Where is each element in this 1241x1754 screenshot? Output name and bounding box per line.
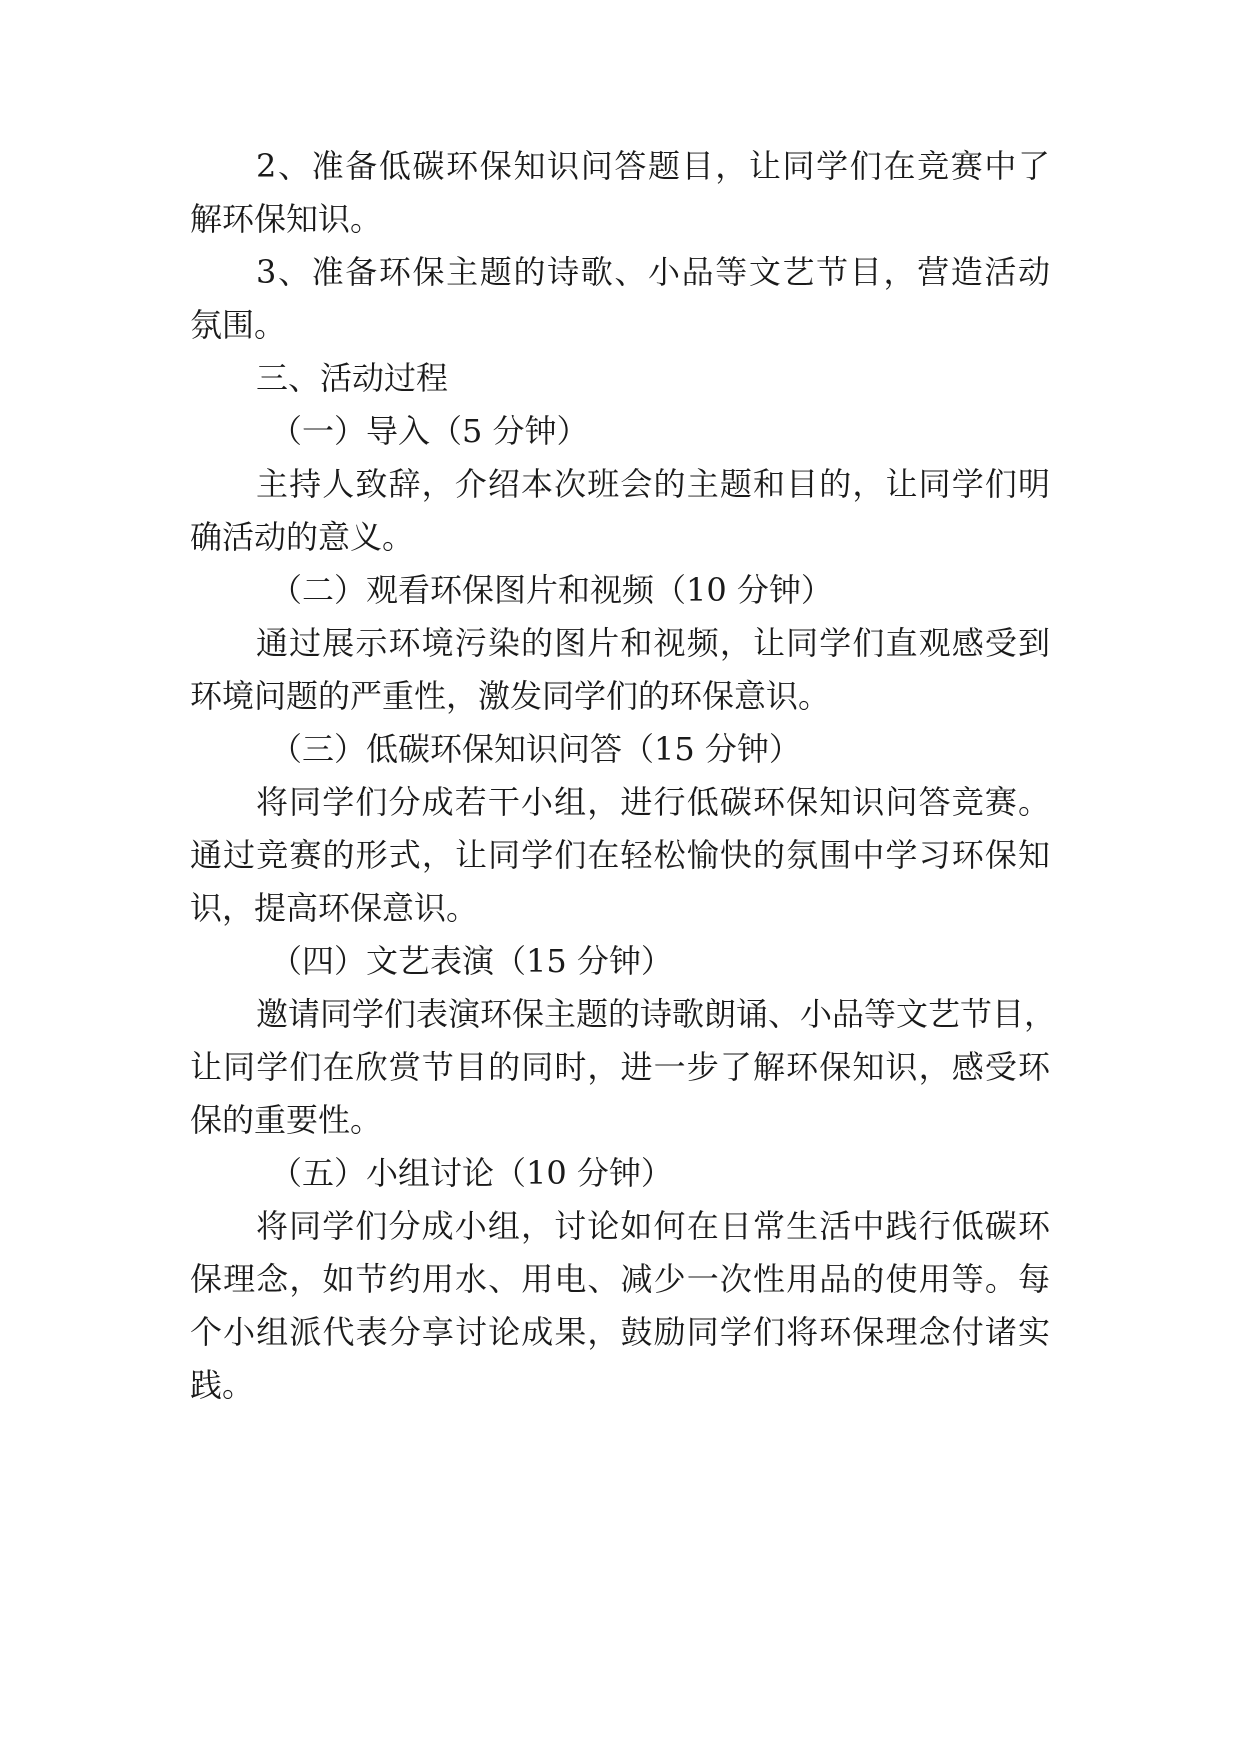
paragraph-line: 将同学们分成小组，讨论如何在日常生活中践行低碳环 — [256, 1207, 1050, 1245]
subsection-heading: （三）低碳环保知识问答（15 分钟） — [270, 730, 801, 768]
paragraph-line: 个小组派代表分享讨论成果，鼓励同学们将环保理念付诸实 — [190, 1313, 1050, 1351]
paragraph-line: 邀请同学们表演环保主题的诗歌朗诵、小品等文艺节目， — [256, 995, 1057, 1033]
subsection-heading: （五）小组讨论（10 分钟） — [270, 1154, 673, 1192]
subsection-heading: （一）导入（5 分钟） — [270, 412, 589, 450]
paragraph-line: 环境问题的严重性，激发同学们的环保意识。 — [190, 677, 831, 715]
subsection-heading: （四）文艺表演（15 分钟） — [270, 942, 673, 980]
section-heading: 三、活动过程 — [256, 359, 449, 397]
paragraph-line: 2、准备低碳环保知识问答题目，让同学们在竞赛中了 — [256, 147, 1050, 185]
paragraph-line: 让同学们在欣赏节目的同时，进一步了解环保知识，感受环 — [190, 1048, 1050, 1086]
paragraph-line: 保的重要性。 — [190, 1101, 383, 1139]
paragraph-line: 通过展示环境污染的图片和视频，让同学们直观感受到 — [256, 624, 1050, 662]
paragraph-line: 解环保知识。 — [190, 200, 383, 238]
paragraph-line: 识，提高环保意识。 — [190, 889, 479, 927]
paragraph-line: 氛围。 — [190, 306, 287, 344]
subsection-heading: （二）观看环保图片和视频（10 分钟） — [270, 571, 833, 609]
paragraph-line: 确活动的意义。 — [190, 518, 415, 556]
paragraph-line: 3、准备环保主题的诗歌、小品等文艺节目，营造活动 — [256, 253, 1050, 291]
paragraph-line: 主持人致辞，介绍本次班会的主题和目的，让同学们明 — [256, 465, 1050, 503]
paragraph-line: 将同学们分成若干小组，进行低碳环保知识问答竞赛。 — [256, 783, 1050, 821]
paragraph-line: 通过竞赛的形式，让同学们在轻松愉快的氛围中学习环保知 — [190, 836, 1050, 874]
paragraph-line: 保理念，如节约用水、用电、减少一次性用品的使用等。每 — [190, 1260, 1050, 1298]
paragraph-line: 践。 — [190, 1366, 255, 1404]
